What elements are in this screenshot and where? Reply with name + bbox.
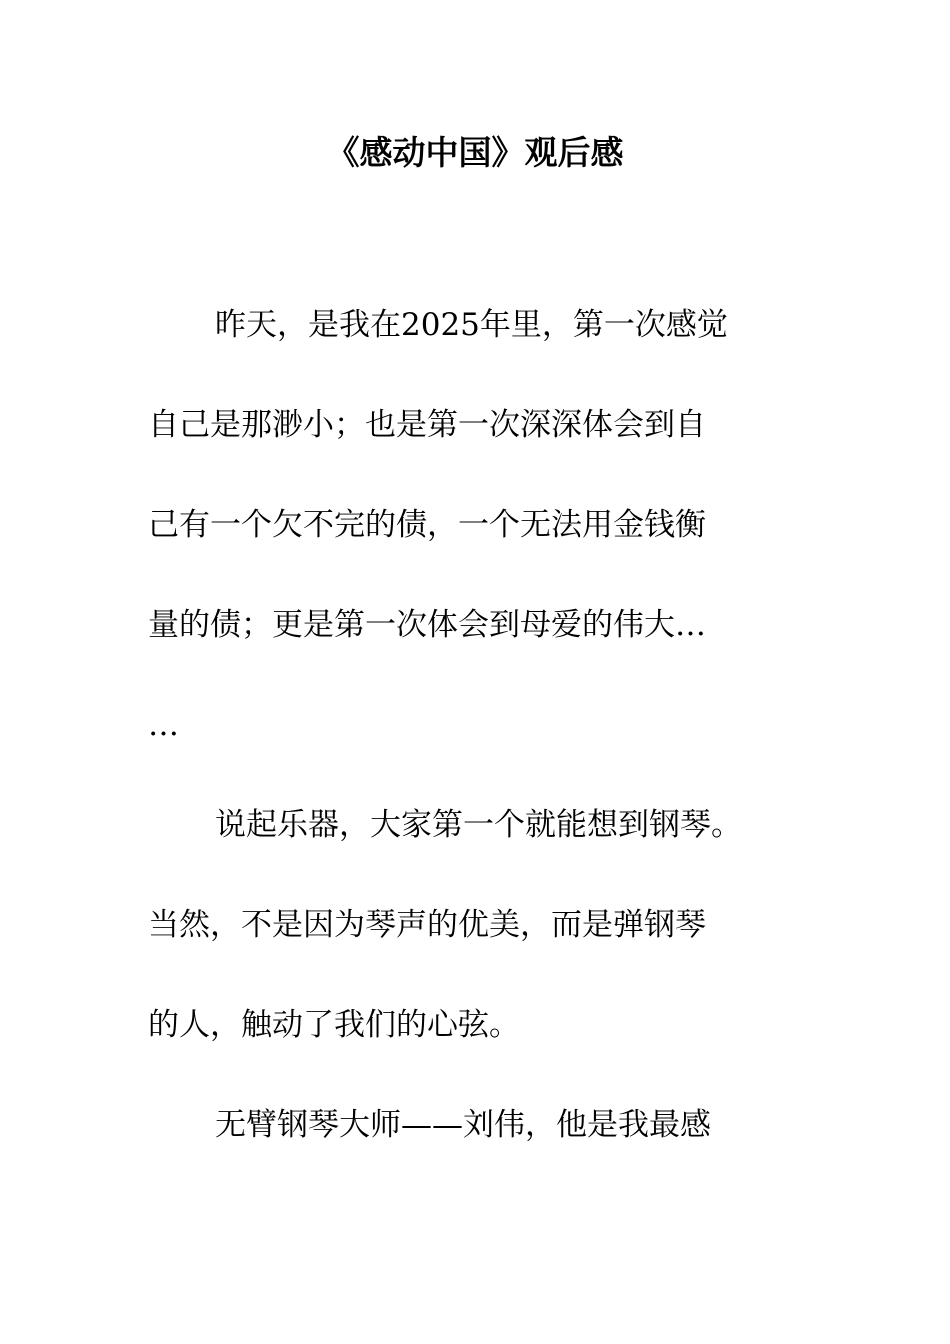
- paragraph-1-line-4: 量的债；更是第一次体会到母爱的伟大…: [148, 607, 706, 643]
- paragraph-1-line-3: 己有一个欠不完的债，一个无法用金钱衡: [148, 507, 706, 543]
- paragraph-2-line-2: 当然，不是因为琴声的优美，而是弹钢琴: [148, 907, 706, 943]
- document-title: 《感动中国》观后感: [326, 133, 624, 172]
- paragraph-3-line-1: 无臂钢琴大师——刘伟，他是我最感: [215, 1107, 711, 1143]
- paragraph-1-line-1: 昨天，是我在2025年里，第一次感觉: [215, 307, 728, 343]
- paragraph-1-line-5: …: [148, 707, 179, 743]
- paragraph-1-line-2: 自己是那渺小；也是第一次深深体会到自: [148, 407, 706, 443]
- paragraph-2-line-3: 的人，触动了我们的心弦。: [148, 1007, 520, 1043]
- paragraph-2-line-1: 说起乐器，大家第一个就能想到钢琴。: [215, 807, 742, 843]
